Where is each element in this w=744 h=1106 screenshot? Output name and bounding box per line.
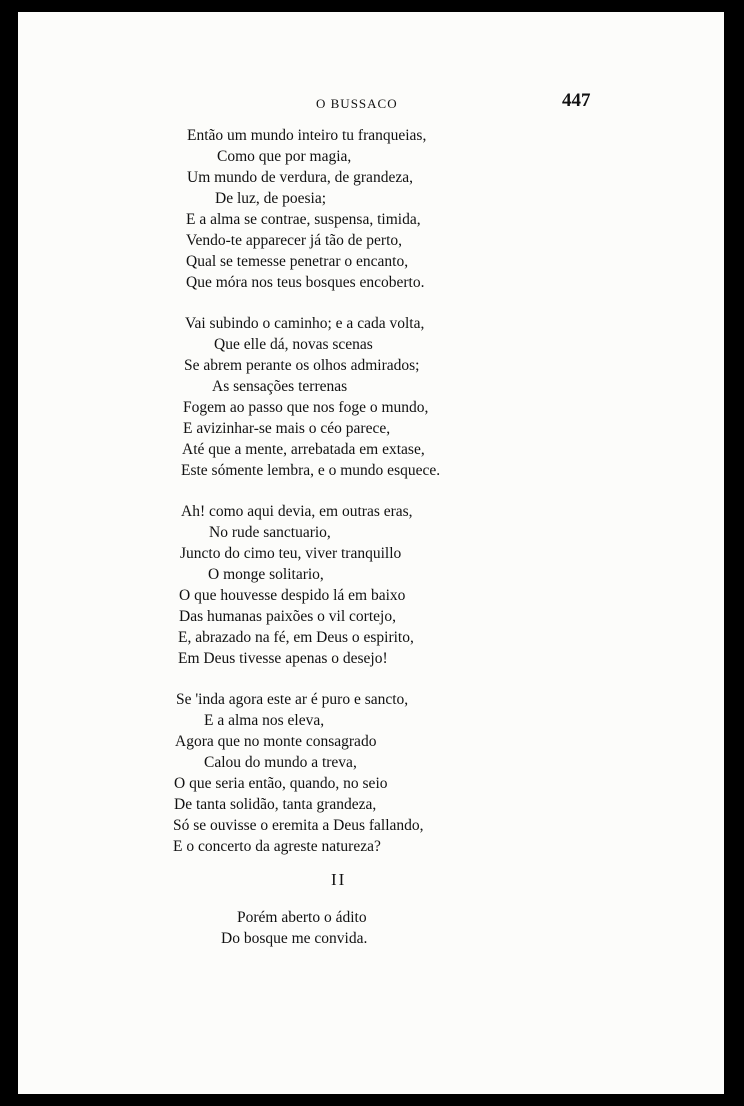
verse-line: As sensações terrenas bbox=[212, 378, 348, 395]
verse-line: O que houvesse despido lá em baixo bbox=[179, 587, 406, 604]
section-number: II bbox=[331, 870, 347, 889]
book-page bbox=[18, 12, 724, 1094]
verse-line: Em Deus tivesse apenas o desejo! bbox=[178, 650, 388, 667]
verse-line: Vai subindo o caminho; e a cada volta, bbox=[185, 315, 425, 332]
verse-line: Ah! como aqui devia, em outras eras, bbox=[181, 503, 413, 520]
verse-line: E o concerto da agreste natureza? bbox=[173, 838, 381, 855]
verse-line: Se abrem perante os olhos admirados; bbox=[184, 357, 420, 374]
verse-line: De tanta solidão, tanta grandeza, bbox=[174, 796, 377, 813]
verse-line: Das humanas paixões o vil cortejo, bbox=[179, 608, 396, 625]
verse-line: De luz, de poesia; bbox=[215, 190, 327, 207]
verse-line: Até que a mente, arrebatada em extase, bbox=[182, 441, 425, 458]
verse-line: Como que por magia, bbox=[217, 148, 352, 165]
verse-line: No rude sanctuario, bbox=[209, 524, 331, 541]
verse-line: O monge solitario, bbox=[208, 566, 324, 583]
verse-line: Qual se temesse penetrar o encanto, bbox=[186, 253, 409, 270]
verse-line: Este sómente lembra, e o mundo esquece. bbox=[181, 462, 441, 479]
verse-line: E avizinhar-se mais o céo parece, bbox=[183, 420, 391, 437]
verse-line: Agora que no monte consagrado bbox=[175, 733, 377, 750]
verse-line: Se 'inda agora este ar é puro e sancto, bbox=[176, 691, 409, 708]
verse-line: Calou do mundo a treva, bbox=[204, 754, 357, 771]
verse-line: Que móra nos teus bosques encoberto. bbox=[186, 274, 425, 291]
verse-line: Do bosque me convida. bbox=[221, 930, 368, 947]
verse-line: O que seria então, quando, no seio bbox=[174, 775, 388, 792]
verse-line: Fogem ao passo que nos foge o mundo, bbox=[183, 399, 429, 416]
verse-line: E a alma nos eleva, bbox=[204, 712, 325, 729]
verse-line: Só se ouvisse o eremita a Deus fallando, bbox=[173, 817, 424, 834]
verse-line: Porém aberto o ádito bbox=[237, 909, 367, 926]
verse-line: Um mundo de verdura, de grandeza, bbox=[187, 169, 413, 186]
verse-line: Então um mundo inteiro tu franqueias, bbox=[187, 127, 427, 144]
verse-line: E, abrazado na fé, em Deus o espirito, bbox=[178, 629, 414, 646]
verse-line: Vendo-te apparecer já tão de perto, bbox=[186, 232, 403, 249]
verse-line: E a alma se contrae, suspensa, timida, bbox=[186, 211, 421, 228]
verse-line: Que elle dá, novas scenas bbox=[214, 336, 373, 353]
running-title: O BUSSACO bbox=[316, 96, 398, 111]
page-number: 447 bbox=[562, 90, 591, 111]
verse-line: Juncto do cimo teu, viver tranquillo bbox=[180, 545, 402, 562]
